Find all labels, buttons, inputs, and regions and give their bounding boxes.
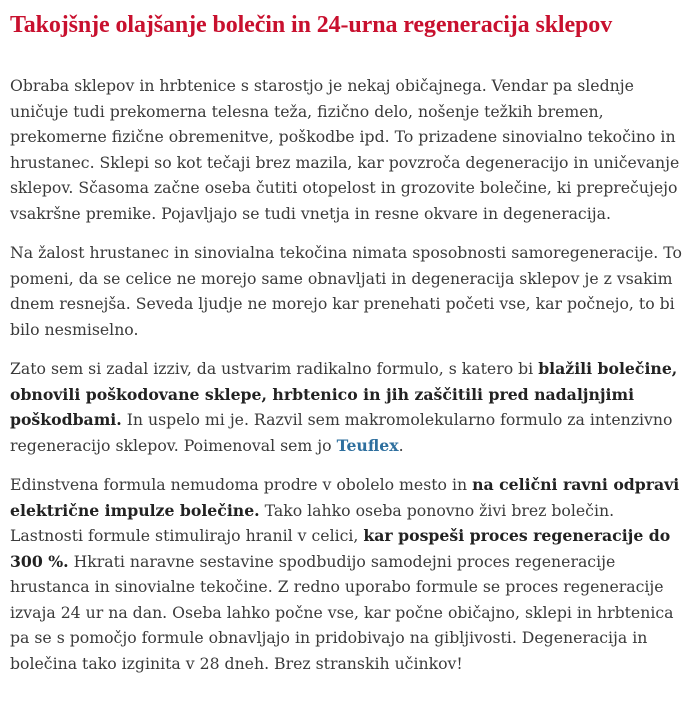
- paragraph-text: Hkrati naravne sestavine spodbudijo samodejni proces regeneracije hrustanca in sinovialne tekočine. Z redno uporabo formule se proces regeneracije izvaja 24 ur na dan. Oseba lahko počne vse, kar počne običajno, sklepi in hrbtenica pa se s pomočjo formule obnavljajo in pridobivajo na gibljivosti. Degeneracija in bolečina tako izginita v 28 dneh. Brez stranskih učinkov!: [10, 551, 674, 673]
- paragraph-text: In uspelo mi je. Razvil sem makromolekularno formulo za intenzivno regeneracijo sklepov. Poimenoval sem jo: [10, 410, 673, 455]
- paragraph-text: .: [398, 435, 404, 455]
- paragraph-text: Edinstvena formula nemudoma prodre v obolelo mesto in: [10, 475, 473, 494]
- paragraph-formula-effects: [10, 472, 688, 676]
- paragraph-no-self-regeneration: Na žalost hrustanec in sinovialna tekočina nimata sposobnosti samoregeneracije. To pomeni, da se celice ne morejo same obnavljati in degeneracija sklepov je z vsakim dnem resnejša. Seveda ljudje ne morejo kar prenehati početi vse, kar počnejo, to bi bilo nesmiselno.: [10, 243, 682, 339]
- paragraph-joint-wear: Obraba sklepov in hrbtenice s starostjo je nekaj običajnega. Vendar pa slednje uničuje tudi prekomerna telesna teža, fizično delo, nošenje težkih bremen, prekomerne fizične obremenitve, poškodbe ipd. To prizadene sinovialno tekočino in hrustanec. Sklepi so kot tečaji brez mazila, kar povzroča degeneracijo in uničevanje sklepov. Sčasoma začne oseba čutiti otopelost in grozovite bolečine, ki preprečujejo vsakršne premike. Pojavljajo se tudi vnetja in resne okvare in degeneracija.: [10, 76, 680, 223]
- paragraph-text: Zato sem si zadal izziv, da ustvarim radikalno formulo, s katero bi: [10, 359, 539, 378]
- product-link[interactable]: Teuflex: [336, 435, 399, 455]
- bold-highlight: blažili bolečine, obnovili poškodovane sklepe, hrbtenico in jih zaščitili pred nadaljnjimi poškodbami.: [10, 359, 678, 429]
- bold-highlight: na celični ravni odpravi električne impulze bolečine.: [10, 475, 680, 520]
- paragraph-formula-development: [10, 356, 688, 458]
- paragraph-text: Tako lahko oseba ponovno živi brez bolečin. Lastnosti formule stimulirajo hranil v celici,: [10, 500, 615, 545]
- bold-highlight: kar pospeši proces regeneracije do 300 %.: [10, 526, 671, 571]
- article-title: Takojšnje olajšanje bolečin in 24-urna regeneracija sklepov: [10, 12, 613, 38]
